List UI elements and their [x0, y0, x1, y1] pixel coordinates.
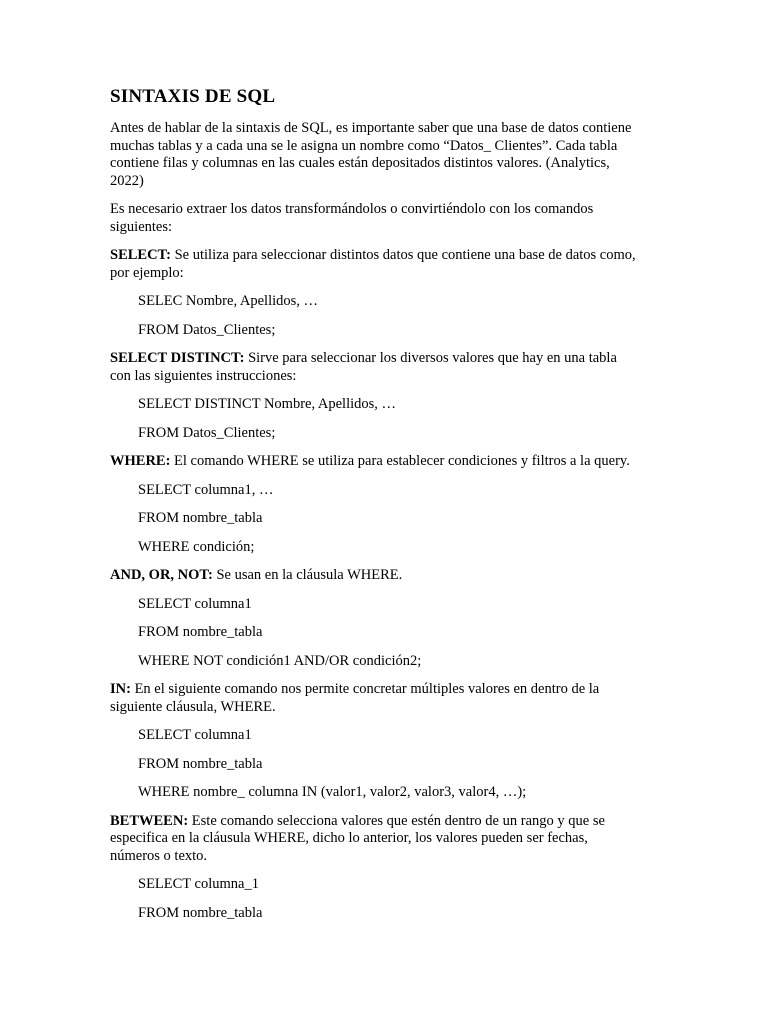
select-desc: Se utiliza para seleccionar distintos datos que contiene una base de datos como, por ejemplo:: [110, 247, 636, 281]
select-distinct-desc: Sirve para seleccionar los diversos valores que hay en una tabla con las siguientes instrucciones:: [110, 350, 617, 384]
in-definition: [110, 681, 640, 716]
code-line: FROM nombre_tabla: [138, 755, 263, 772]
between-term: BETWEEN:: [110, 812, 189, 829]
document-body: [110, 120, 640, 933]
code-line: WHERE condición;: [138, 538, 255, 555]
code-line: SELECT columna1: [138, 595, 252, 612]
where-definition: [110, 453, 640, 471]
in-term: IN:: [110, 681, 131, 697]
page-title: SINTAXIS DE SQL: [110, 86, 276, 107]
code-line: FROM nombre_tabla: [138, 510, 263, 526]
extract-note-paragraph: Es necesario extraer los datos transformándolos o convirtiéndolo con los comandos siguientes:: [110, 201, 594, 235]
code-line: WHERE nombre_ columna IN (valor1, valor2, valor3, valor4, …);: [138, 784, 527, 800]
and-or-not-desc: Se usan en la cláusula WHERE.: [212, 567, 403, 583]
and-or-not-definition: [110, 567, 640, 585]
and-or-not-term: AND, OR, NOT:: [110, 567, 213, 583]
code-line: FROM nombre_tabla: [138, 624, 263, 640]
code-line: SELECT columna1: [138, 727, 252, 743]
between-definition: [110, 813, 640, 866]
select-term: SELECT:: [110, 247, 171, 263]
in-desc: En el siguiente comando nos permite concretar múltiples valores en dentro de la siguiente cláusula, WHERE.: [110, 681, 600, 715]
where-desc: El comando WHERE se utiliza para establecer condiciones y filtros a la query.: [170, 453, 630, 469]
code-line: FROM Datos_Clientes;: [138, 321, 276, 338]
code-line: WHERE NOT condición1 AND/OR condición2;: [138, 652, 422, 669]
code-line: FROM Datos_Clientes;: [138, 424, 276, 441]
select-distinct-definition: [110, 350, 640, 385]
between-desc: Este comando selecciona valores que estén dentro de un rango y que se especifica en la cláusula WHERE, dicho lo anterior, los valores pueden ser fechas, números o texto.: [110, 812, 605, 864]
select-definition: [110, 247, 640, 282]
select-distinct-term: SELECT DISTINCT:: [110, 350, 245, 366]
code-line: SELEC Nombre, Apellidos, …: [138, 293, 319, 309]
code-line: FROM nombre_tabla: [138, 904, 263, 921]
intro-paragraph: Antes de hablar de la sintaxis de SQL, es importante saber que una base de datos contiene muchas tablas y a cada una se le asigna un nombre como “Datos_ Clientes”. Cada tabla contiene filas y columnas en las cuales están depositados distintos valores. (Analytics, 2022): [110, 120, 632, 189]
code-line: SELECT columna_1: [138, 876, 259, 892]
code-line: SELECT DISTINCT Nombre, Apellidos, …: [138, 396, 397, 412]
where-term: WHERE:: [110, 453, 171, 469]
code-line: SELECT columna1, …: [138, 481, 274, 498]
